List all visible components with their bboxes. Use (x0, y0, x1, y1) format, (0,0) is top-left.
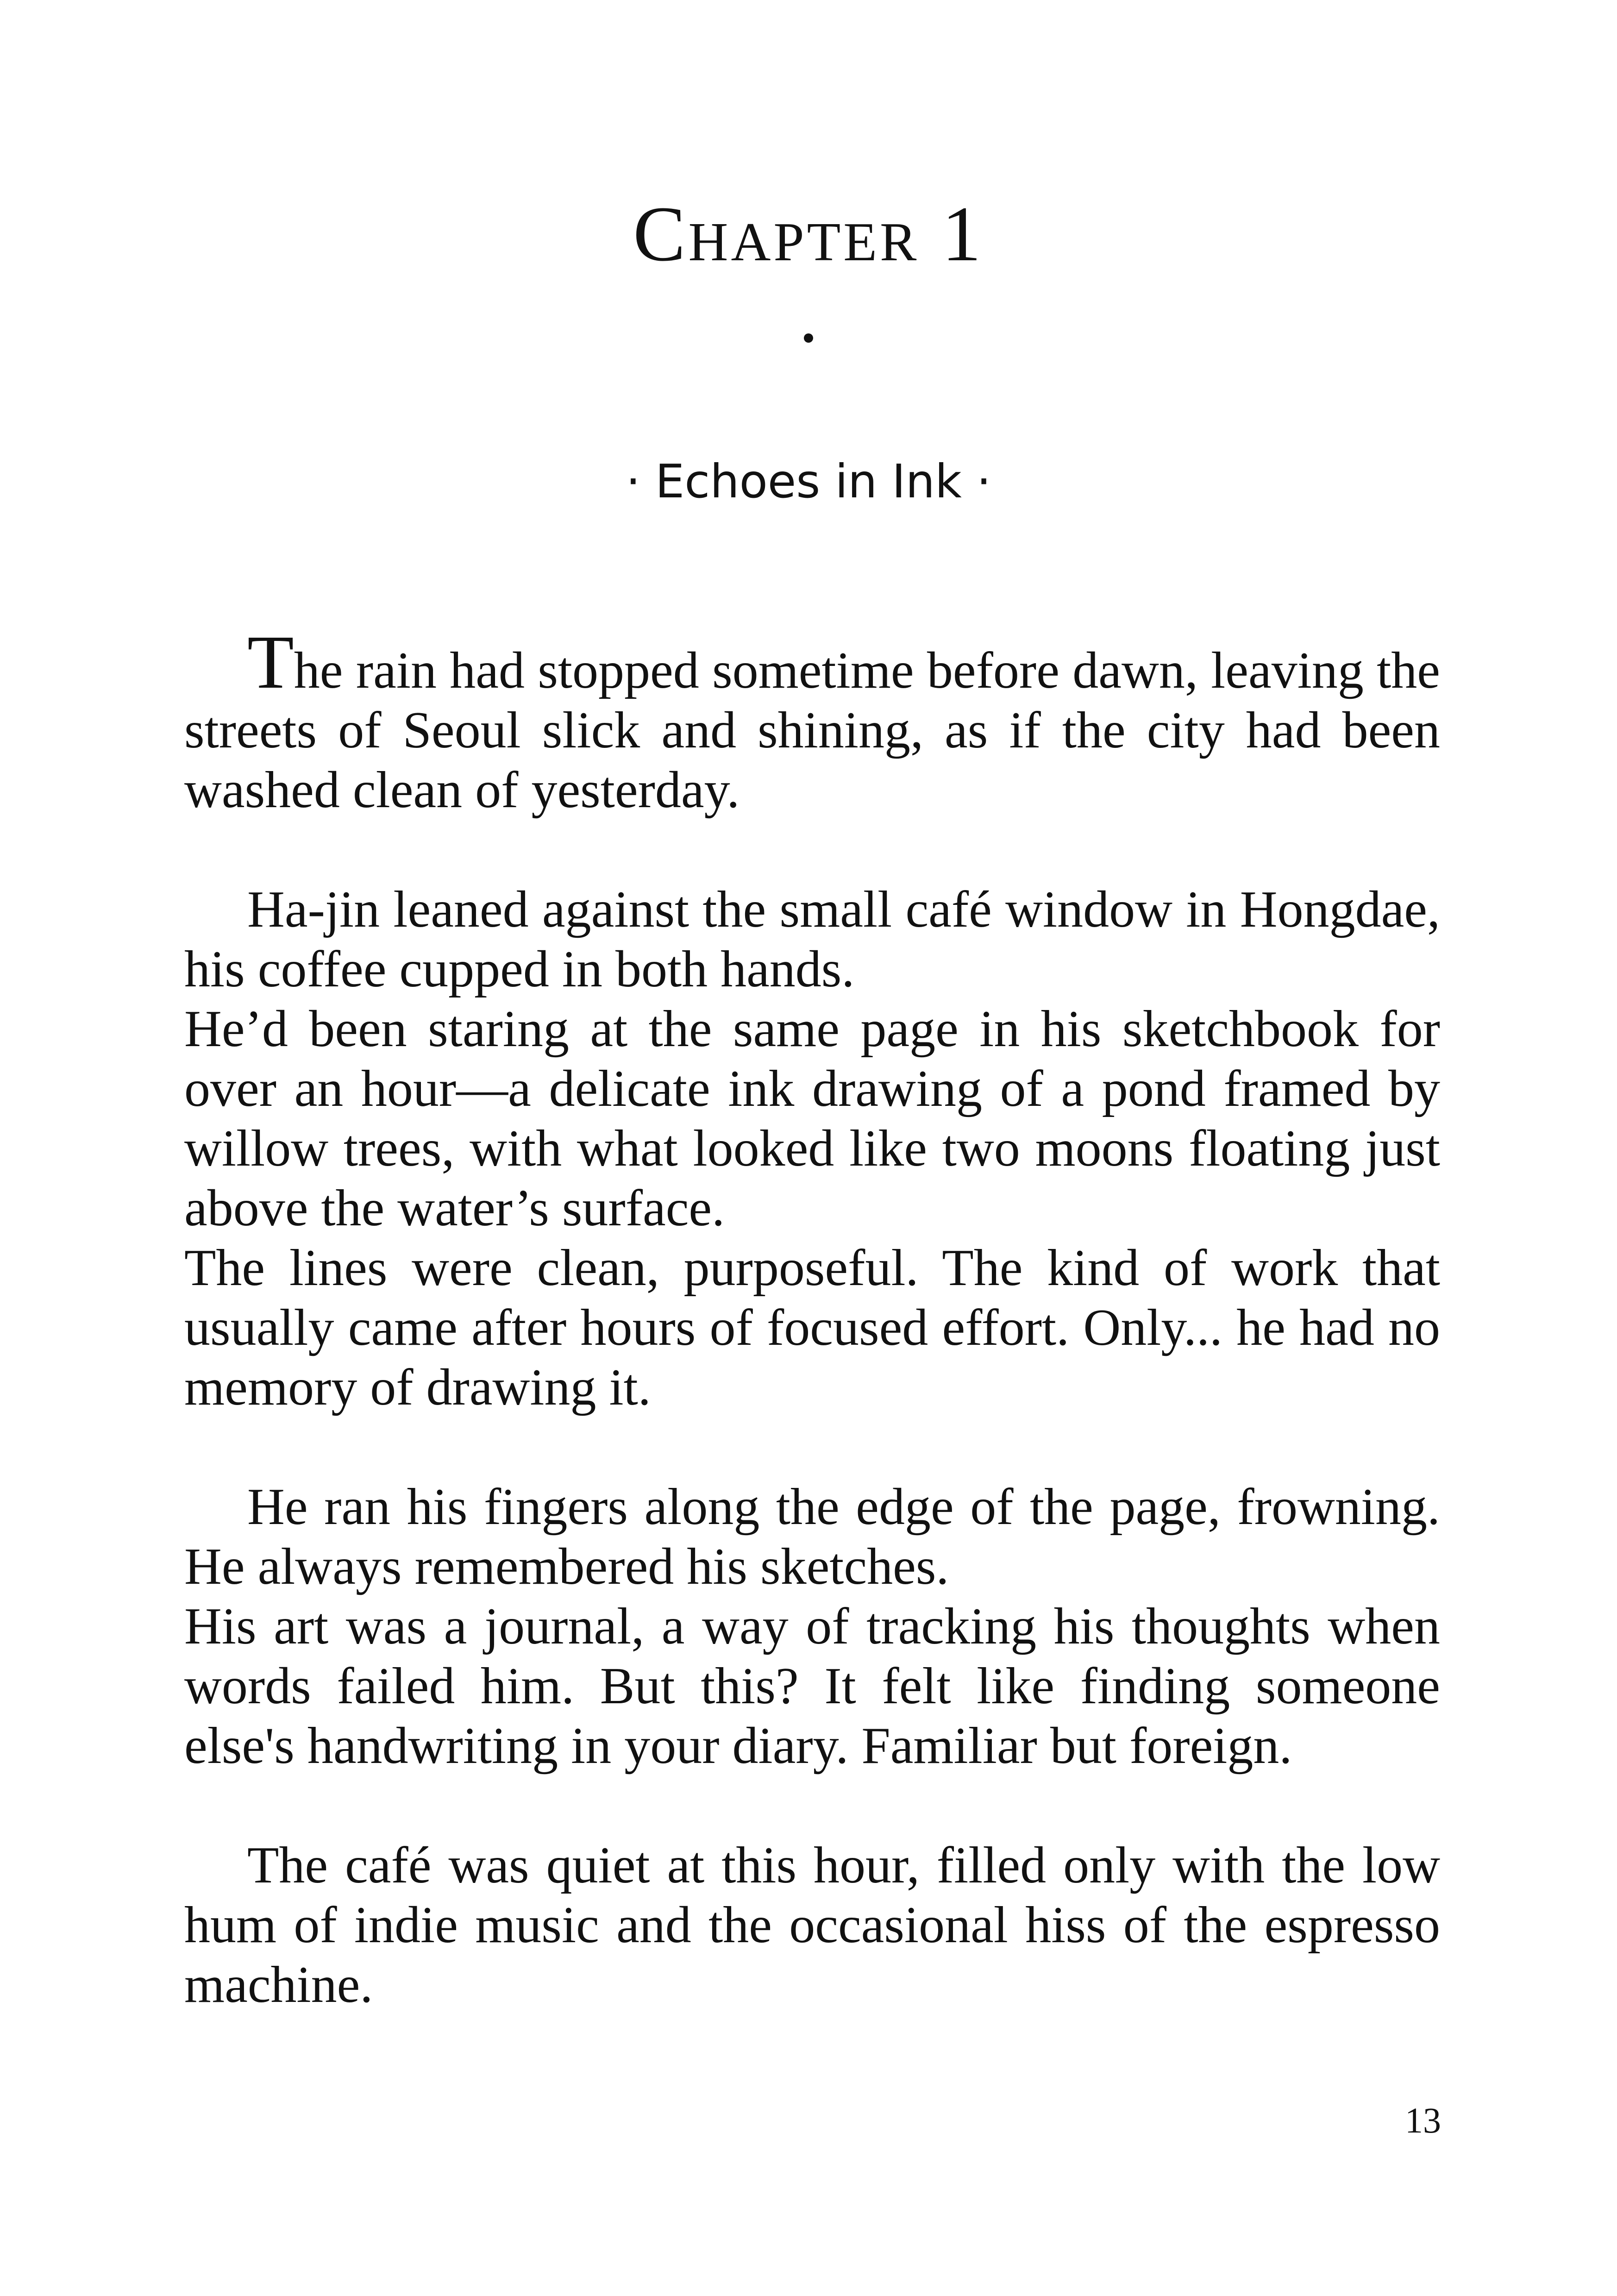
chapter-subtitle: · Echoes in Ink · (626, 454, 991, 508)
paragraph-5: He ran his fingers along the edge of the page, frowning. He always remembered his sketches. (184, 1478, 1440, 1595)
chapter-ornament-dot (804, 333, 813, 343)
chapter-title: Chapter 1 (633, 190, 984, 277)
paragraph-7: The café was quiet at this hour, filled only with the low hum of indie music and the occasional hiss of the espresso machine. (184, 1837, 1440, 2014)
paragraph-2: Ha-jin leaned against the small café window in Hongdae, his coffee cupped in both hands. (184, 881, 1440, 998)
paragraph-1-text: he rain had stopped sometime before dawn, leaving the streets of Seoul slick and shining, as if the city had been washed clean of yesterday. (184, 642, 1440, 819)
chapter-body (184, 620, 1440, 2015)
paragraph-1 (184, 620, 1440, 820)
paragraph-4: The lines were clean, purposeful. The kind of work that usually came after hours of focused effort. Only... he had no memory of drawing it. (184, 1239, 1440, 1416)
drop-cap: T (247, 620, 294, 704)
paragraph-3: He’d been staring at the same page in his sketchbook for over an hour—a delicate ink drawing of a pond framed by willow trees, with what looked like two moons floating just above the water’s surface. (184, 1000, 1440, 1237)
page-number: 13 (1405, 2100, 1441, 2140)
paragraph-6: His art was a journal, a way of tracking his thoughts when words failed him. But this? It felt like finding someone else's handwriting in your diary. Familiar but foreign. (184, 1598, 1440, 1775)
